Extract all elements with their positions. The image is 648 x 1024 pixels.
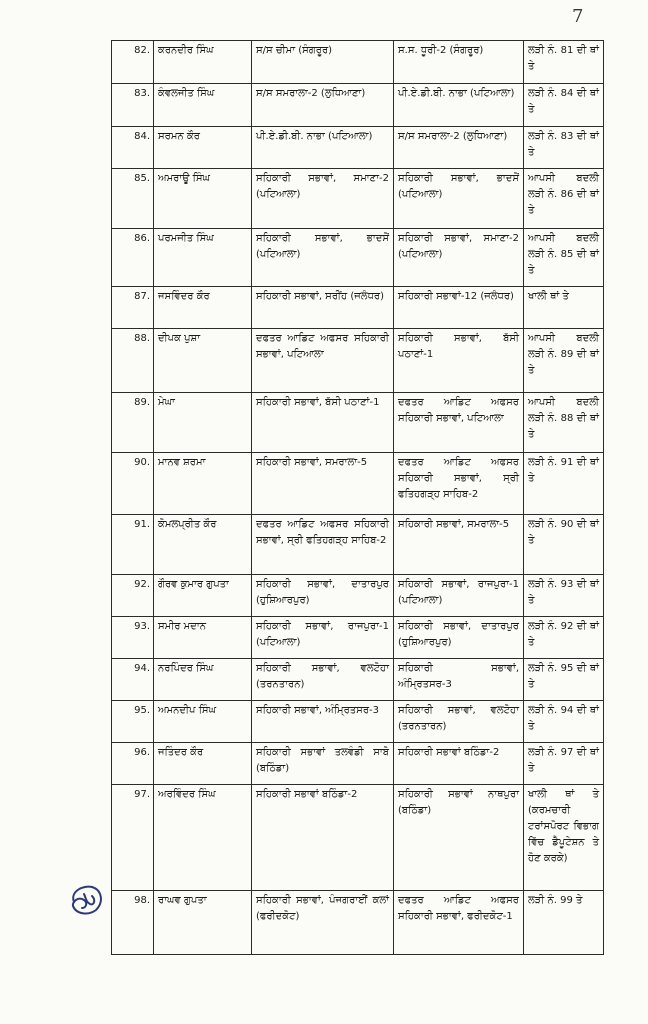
employee-name: ਜਸਵਿੰਦਰ ਕੌਰ <box>154 287 252 329</box>
current-posting: ਸਹਿਕਾਰੀ ਸਭਾਵਾਂ, ਸਮਾਣਾ-2 (ਪਟਿਆਲਾ) <box>252 169 394 229</box>
serial-number: 91. <box>112 515 154 575</box>
current-posting: ਸਹਿਕਾਰੀ ਸਭਾਵਾਂ, ਦਾਤਾਰਪੁਰ (ਹੁਸ਼ਿਆਰਪੁਰ) <box>252 575 394 617</box>
current-posting: ਦਫਤਰ ਆਡਿਟ ਅਫਸਰ ਸਹਿਕਾਰੀ ਸਭਾਵਾਂ, ਪਟਿਆਲਾ <box>252 329 394 393</box>
employee-name: ਕਰਨਦੀਰ ਸਿੰਘ <box>154 41 252 84</box>
new-posting: ਦਫਤਰ ਆਡਿਟ ਅਫਸਰ ਸਹਿਕਾਰੀ ਸਭਾਵਾਂ, ਫਰੀਦਕੋਟ-1 <box>394 891 524 955</box>
current-posting: ਸ/ਸ ਸਮਰਾਲਾ-2 (ਲੁਧਿਆਣਾ) <box>252 84 394 127</box>
remarks: ਲੜੀ ਨੰ. 92 ਦੀ ਥਾਂ ਤੇ <box>524 617 604 659</box>
remarks: ਲੜੀ ਨੰ. 94 ਦੀ ਥਾਂ ਤੇ <box>524 701 604 743</box>
remarks: ਲੜੀ ਨੰ. 90 ਦੀ ਥਾਂ ਤੇ <box>524 515 604 575</box>
remarks: ਖਾਲੀ ਥਾਂ ਤੇ (ਕਰਮਚਾਰੀ ਟਰਾਂਸਪੋਰਟ ਵਿਭਾਗ ਵਿੱਚ ਡੈਪੂਟੇਸ਼ਨ ਤੇ ਹੋਣ ਕਰਕੇ) <box>524 785 604 891</box>
current-posting: ਸਹਿਕਾਰੀ ਸਭਾਵਾਂ, ਬੱਸੀ ਪਠਾਣਾਂ-1 <box>252 393 394 453</box>
serial-number: 85. <box>112 169 154 229</box>
table-row <box>112 743 604 785</box>
new-posting: ਸਹਿਕਾਰੀ ਸਭਾਵਾਂ, ਵਲਟੋਹਾ (ਤਰਨਤਾਰਨ) <box>394 701 524 743</box>
employee-name: ਰਾਘਵ ਗੁਪਤਾ <box>154 891 252 955</box>
serial-number: 84. <box>112 127 154 169</box>
current-posting: ਸਹਿਕਾਰੀ ਸਭਾਵਾਂ, ਸਰੀਂਹ (ਜਲੰਧਰ) <box>252 287 394 329</box>
serial-number: 92. <box>112 575 154 617</box>
employee-name: ਅਮਨਦੀਪ ਸਿੰਘ <box>154 701 252 743</box>
new-posting: ਸਹਿਕਾਰੀ ਸਭਾਵਾਂ, ਸਮਾਣਾ-2 (ਪਟਿਆਲਾ) <box>394 229 524 287</box>
employee-name: ਕੰਵਲਜੀਤ ਸਿੰਘ <box>154 84 252 127</box>
serial-number: 96. <box>112 743 154 785</box>
new-posting: ਸ.ਸ. ਧੂਰੀ-2 (ਸੰਗਰੂਰ) <box>394 41 524 84</box>
page-number: 7 <box>572 6 584 27</box>
serial-number: 89. <box>112 393 154 453</box>
current-posting: ਪੀ.ਏ.ਡੀ.ਬੀ. ਨਾਭਾ (ਪਟਿਆਲਾ) <box>252 127 394 169</box>
table-row <box>112 659 604 701</box>
transfer-table <box>111 40 604 955</box>
table-row <box>112 617 604 659</box>
remarks: ਆਪਸੀ ਬਦਲੀ ਲੜੀ ਨੰ. 86 ਦੀ ਥਾਂ ਤੇ <box>524 169 604 229</box>
table-row <box>112 785 604 891</box>
remarks: ਖਾਲੀ ਥਾਂ ਤੇ <box>524 287 604 329</box>
table-row <box>112 229 604 287</box>
remarks: ਆਪਸੀ ਬਦਲੀ ਲੜੀ ਨੰ. 88 ਦੀ ਥਾਂ ਤੇ <box>524 393 604 453</box>
serial-number: 88. <box>112 329 154 393</box>
serial-number: 83. <box>112 84 154 127</box>
employee-name: ਦੀਪਕ ਪੁਸ਼ਾ <box>154 329 252 393</box>
remarks: ਆਪਸੀ ਬਦਲੀ ਲੜੀ ਨੰ. 89 ਦੀ ਥਾਂ ਤੇ <box>524 329 604 393</box>
table-row <box>112 41 604 84</box>
employee-name: ਗੌਰਵ ਕੁਮਾਰ ਗੁਪਤਾ <box>154 575 252 617</box>
current-posting: ਸਹਿਕਾਰੀ ਸਭਾਵਾਂ, ਵਲਟੋਹਾ (ਤਰਨਤਾਰਨ) <box>252 659 394 701</box>
employee-name: ਮੇਘਾ <box>154 393 252 453</box>
remarks: ਲੜੀ ਨੰ. 91 ਦੀ ਥਾਂ ਤੇ <box>524 453 604 515</box>
remarks: ਲੜੀ ਨੰ. 97 ਦੀ ਥਾਂ ਤੇ <box>524 743 604 785</box>
table-row <box>112 287 604 329</box>
serial-number: 90. <box>112 453 154 515</box>
table-row <box>112 169 604 229</box>
table-row <box>112 701 604 743</box>
serial-number: 94. <box>112 659 154 701</box>
new-posting: ਸਹਿਕਾਰੀ ਸਭਾਵਾਂ, ਸਮਰਾਲਾ-5 <box>394 515 524 575</box>
remarks: ਲੜੀ ਨੰ. 83 ਦੀ ਥਾਂ ਤੇ <box>524 127 604 169</box>
remarks: ਲੜੀ ਨੰ. 84 ਦੀ ਥਾਂ ਤੇ <box>524 84 604 127</box>
employee-name: ਨਰਪਿੰਦਰ ਸਿੰਘ <box>154 659 252 701</box>
current-posting: ਸਹਿਕਾਰੀ ਸਭਾਵਾਂ, ਪੰਜਗਰਾਈਂ ਕਲਾਂ (ਫਰੀਦਕੋਟ) <box>252 891 394 955</box>
employee-name: ਪਰਮਜੀਤ ਸਿੰਘ <box>154 229 252 287</box>
table-row <box>112 84 604 127</box>
new-posting: ਸਹਿਕਾਰੀ ਸਭਾਵਾਂ-12 (ਜਲੰਧਰ) <box>394 287 524 329</box>
employee-name: ਕੋਮਲਪ੍ਰੀਤ ਕੌਰ <box>154 515 252 575</box>
new-posting: ਸਹਿਕਾਰੀ ਸਭਾਵਾਂ, ਭਾਦਸੋਂ (ਪਟਿਆਲਾ) <box>394 169 524 229</box>
new-posting: ਦਫਤਰ ਆਡਿਟ ਅਫਸਰ ਸਹਿਕਾਰੀ ਸਭਾਵਾਂ, ਪਟਿਆਲਾ <box>394 393 524 453</box>
new-posting: ਸਹਿਕਾਰੀ ਸਭਾਵਾਂ, ਅੰਮ੍ਰਿਤਸਰ-3 <box>394 659 524 701</box>
remarks: ਲੜੀ ਨੰ. 93 ਦੀ ਥਾਂ ਤੇ <box>524 575 604 617</box>
serial-number: 82. <box>112 41 154 84</box>
employee-name: ਅਰਵਿੰਦਰ ਸਿੰਘ <box>154 785 252 891</box>
new-posting: ਸਹਿਕਾਰੀ ਸਭਾਵਾਂ, ਰਾਜਪੁਰਾ-1 (ਪਟਿਆਲਾ) <box>394 575 524 617</box>
new-posting: ਸਹਿਕਾਰੀ ਸਭਾਵਾਂ ਬਠਿੰਡਾ-2 <box>394 743 524 785</box>
serial-number: 95. <box>112 701 154 743</box>
remarks: ਲੜੀ ਨੰ. 95 ਦੀ ਥਾਂ ਤੇ <box>524 659 604 701</box>
employee-name: ਮਾਨਵ ਸ਼ਰਮਾ <box>154 453 252 515</box>
serial-number: 87. <box>112 287 154 329</box>
remarks: ਲੜੀ ਨੰ. 99 ਤੇ <box>524 891 604 955</box>
table-row <box>112 515 604 575</box>
new-posting: ਸਹਿਕਾਰੀ ਸਭਾਵਾਂ, ਦਾਤਾਰਪੁਰ (ਹੁਸ਼ਿਆਰਪੁਰ) <box>394 617 524 659</box>
current-posting: ਸਹਿਕਾਰੀ ਸਭਾਵਾਂ ਬਠਿੰਡਾ-2 <box>252 785 394 891</box>
table-row <box>112 891 604 955</box>
current-posting: ਸਹਿਕਾਰੀ ਸਭਾਵਾਂ, ਸਮਰਾਲਾ-5 <box>252 453 394 515</box>
employee-name: ਸਰਮਨ ਕੌਰ <box>154 127 252 169</box>
handwritten-mark <box>64 882 108 918</box>
table-row <box>112 453 604 515</box>
remarks: ਲੜੀ ਨੰ. 81 ਦੀ ਥਾਂ ਤੇ <box>524 41 604 84</box>
serial-number: 93. <box>112 617 154 659</box>
remarks: ਆਪਸੀ ਬਦਲੀ ਲੜੀ ਨੰ. 85 ਦੀ ਥਾਂ ਤੇ <box>524 229 604 287</box>
table-row <box>112 127 604 169</box>
table-row <box>112 393 604 453</box>
employee-name: ਸਮੀਰ ਮਦਾਨ <box>154 617 252 659</box>
current-posting: ਸਹਿਕਾਰੀ ਸਭਾਵਾਂ ਤਲਵੰਡੀ ਸਾਬੋ (ਬਠਿੰਡਾ) <box>252 743 394 785</box>
table-row <box>112 575 604 617</box>
new-posting: ਸ/ਸ ਸਮਰਾਲਾ-2 (ਲੁਧਿਆਣਾ) <box>394 127 524 169</box>
table-row <box>112 329 604 393</box>
current-posting: ਸਹਿਕਾਰੀ ਸਭਾਵਾਂ, ਰਾਜਪੁਰਾ-1 (ਪਟਿਆਲਾ) <box>252 617 394 659</box>
current-posting: ਸਹਿਕਾਰੀ ਸਭਾਵਾਂ, ਅੰਮ੍ਰਿਤਸਰ-3 <box>252 701 394 743</box>
new-posting: ਸਹਿਕਾਰੀ ਸਭਾਵਾਂ ਨਾਥਪੁਰਾ (ਬਠਿੰਡਾ) <box>394 785 524 891</box>
current-posting: ਸਹਿਕਾਰੀ ਸਭਾਵਾਂ, ਭਾਦਸੋਂ (ਪਟਿਆਲਾ) <box>252 229 394 287</box>
serial-number: 98. <box>112 891 154 955</box>
serial-number: 97. <box>112 785 154 891</box>
current-posting: ਸ/ਸ ਚੀਮਾ (ਸੰਗਰੂਰ) <box>252 41 394 84</box>
serial-number: 86. <box>112 229 154 287</box>
new-posting: ਦਫਤਰ ਆਡਿਟ ਅਫਸਰ ਸਹਿਕਾਰੀ ਸਭਾਵਾਂ, ਸ੍ਰੀ ਫਤਿਹਗੜ੍ਹ ਸਾਹਿਬ-2 <box>394 453 524 515</box>
employee-name: ਅਮਰਾਊ ਸਿੰਘ <box>154 169 252 229</box>
new-posting: ਸਹਿਕਾਰੀ ਸਭਾਵਾਂ, ਬੱਸੀ ਪਠਾਣਾਂ-1 <box>394 329 524 393</box>
employee-name: ਜਤਿੰਦਰ ਕੌਰ <box>154 743 252 785</box>
new-posting: ਪੀ.ਏ.ਡੀ.ਬੀ. ਨਾਭਾ (ਪਟਿਆਲਾ) <box>394 84 524 127</box>
current-posting: ਦਫਤਰ ਆਡਿਟ ਅਫਸਰ ਸਹਿਕਾਰੀ ਸਭਾਵਾਂ, ਸ੍ਰੀ ਫਤਿਹਗੜ੍ਹ ਸਾਹਿਬ-2 <box>252 515 394 575</box>
